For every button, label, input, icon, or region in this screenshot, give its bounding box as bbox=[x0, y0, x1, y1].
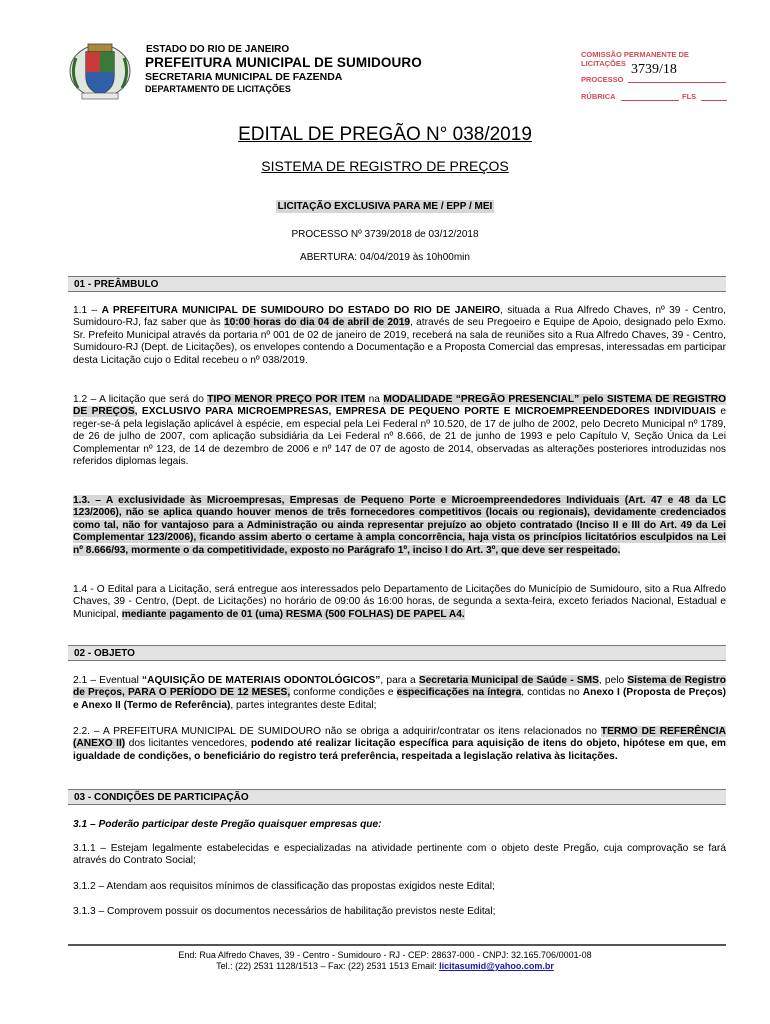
paragraph-3-1-1: 3.1.1 – Estejam legalmente estabelecidas e especializadas na atividade pertinente com o objeto deste Pregão, cuja comprovação se fará através do Contrato Social; bbox=[73, 843, 726, 867]
p21-d: Secretaria Municipal de Saúde - SMS bbox=[418, 675, 599, 686]
comissao-label-line2: LICITAÇÕES bbox=[581, 59, 626, 68]
p14-a: 1.4 - O Edital para a Licitação, será entregue aos interessados pelo Departamento de Licitações do Município de Sumidouro, sito a Rua Alfredo Chaves, 39 - Centro, (Dept. de Licitações) no horário de 09:00 ás 16:00 horas, de segunda a sexta-feira, exceto feriados Nacional, Estadual e Municipal, bbox=[73, 584, 726, 620]
p11-c: , situada a Rua Alfredo Chaves, nº 39 - Centro, Sumidouro-RJ, faz saber que às bbox=[73, 305, 726, 329]
p12-f: e reger-se-á pela legislação aplicável à espécie, em especial pela Lei Federal nº 10.520, de 17 de julho de 2002, pelo Decreto Municipal nº 1789, de 26 de julho de 2007, com aplicação subsidiária da Lei Federal nº 8.666, de 21 de junho de 1993 e pelo Capítulo V, Seção Única da Lei Complementar nº 123, de 14 de dezembro de 2006 e nº 147 de 07 de agosto de 2014, observadas as alterações posteriores introduzidas nos referidos diplomas legais. bbox=[73, 406, 726, 468]
processo-line bbox=[628, 82, 726, 83]
municipal-crest-icon bbox=[68, 38, 132, 102]
paragraph-1-3 bbox=[73, 495, 726, 557]
p21-f: Sistema de Registro de Preços, PARA O PERÍODO DE 12 MESES, bbox=[73, 675, 726, 699]
p21-b: “AQUISIÇÃO DE MATERIAIS ODONTOLÓGICOS” bbox=[142, 675, 381, 686]
p22-a: 2.2. – A PREFEITURA MUNICIPAL DE SUMIDOURO não se obriga a adquirir/contratar os itens relacionados no bbox=[73, 726, 601, 737]
p11-e: , através de seu Pregoeiro e Equipe de Apoio, designado pelo Exmo. Sr. Prefeito Municipal através da portaria nº 001 de 02 de janeiro de 2019, receberá na sala de reuniões sito a Rua Alfredo Chaves, 39 - Centro, Sumidouro-RJ (Dept. de Licitações), os envelopes contendo a Documentação e a Proposta Comercial das empresas, interessadas em participar desta Licitação cujo o Edital recebeu o nº 038/2019. bbox=[73, 317, 726, 366]
p13-text: 1.3. – A exclusividade às Microempresas, Empresas de Pequeno Porte e Microempreendedores Individuais (Art. 47 e 48 da LC 123/2006), não se aplica quando houver menos de três fornecedores competitivos (locais ou regionais), devidamente credenciados como tal, não for vantajoso para a Administração ou ainda representar prejuízo ao objeto contratado (Inciso II e III do Art. 49 da Lei Complementar 123/2006), ficando assim aberto o certame à ampla concorrência, haja vista os princípios licitatórios esculpidos na Lei nº 8.666/93, mormente o da competitividade, exposto no Parágrafo 1º, inciso I do Art. 3º, que deve ser respeitado. bbox=[73, 495, 726, 556]
p12-d: MODALIDADE “PREGÃO PRESENCIAL” pelo SISTEMA DE REGISTRO DE PREÇOS bbox=[73, 394, 726, 418]
paragraph-1-2 bbox=[73, 394, 726, 468]
header-state: ESTADO DO RIO DE JANEIRO bbox=[146, 44, 290, 55]
paragraph-2-2 bbox=[73, 726, 726, 763]
p12-a: 1.2 – A licitação que será do bbox=[73, 394, 208, 405]
paragraph-1-1 bbox=[73, 305, 726, 367]
paragraph-3-1-2: 3.1.2 – Atendam aos requisitos mínimos de classificação das propostas exigidos neste Edital; bbox=[73, 881, 495, 892]
section-01-header: 01 - PREÂMBULO bbox=[68, 276, 726, 292]
p21-a: 2.1 – Eventual bbox=[73, 675, 143, 686]
p21-k: , partes integrantes deste Edital; bbox=[230, 699, 377, 711]
p21-j: Anexo I (Proposta de Preços) e Anexo II (Termo de Referência) bbox=[73, 687, 727, 711]
header-departamento: DEPARTAMENTO DE LICITAÇÕES bbox=[145, 84, 291, 94]
p12-e: , EXCLUSIVO PARA MICROEMPRESAS, EMPRESA DE PEQUENO PORTE E MICROEMPREENDEDORES INDIVIDUAIS bbox=[134, 406, 716, 418]
p21-h: especificações na íntegra bbox=[396, 687, 522, 699]
fls-label: FLS bbox=[682, 92, 697, 101]
exclusive-text: LICITAÇÃO EXCLUSIVA PARA ME / EPP / MEI bbox=[277, 201, 493, 212]
processo-label: PROCESSO bbox=[581, 75, 624, 84]
comissao-label-line1: COMISSÃO PERMANENTE DE bbox=[581, 50, 689, 59]
section-02-header: 02 - OBJETO bbox=[68, 645, 726, 661]
fls-line bbox=[701, 100, 727, 101]
p12-b: TIPO MENOR PREÇO POR ITEM bbox=[207, 394, 366, 405]
rubrica-label: RÚBRICA bbox=[581, 92, 616, 101]
footer-contact bbox=[0, 961, 770, 971]
paragraph-1-4 bbox=[73, 584, 726, 621]
p12-c: na bbox=[365, 394, 384, 405]
p22-d: podendo até realizar licitação específica para aquisição de itens do objeto, hipótese em que, em igualdade de condições, o beneficiário do registro terá preferência, respeitada a legislação relativa às licitações. bbox=[73, 738, 726, 762]
abertura-text: ABERTURA: 04/04/2019 às 10h00min bbox=[300, 252, 470, 263]
p21-c: , para a bbox=[380, 675, 419, 686]
p14-b: mediante pagamento de 01 (uma) RESMA (500 FOLHAS) DE PAPEL A4. bbox=[121, 608, 465, 620]
p11-a: 1.1 – bbox=[73, 305, 102, 316]
paragraph-2-1 bbox=[73, 675, 726, 712]
processo-line-text: PROCESSO Nº 3739/2018 de 03/12/2018 bbox=[291, 229, 479, 240]
processo-handwritten-number: 3739/18 bbox=[631, 62, 677, 77]
rubrica-line bbox=[621, 100, 679, 101]
p11-b: A PREFEITURA MUNICIPAL DE SUMIDOURO DO ESTADO DO RIO DE JANEIRO bbox=[101, 305, 500, 316]
exclusive-banner bbox=[0, 196, 770, 214]
header-prefeitura: PREFEITURA MUNICIPAL DE SUMIDOURO bbox=[145, 55, 422, 70]
header-secretaria: SECRETARIA MUNICIPAL DE FAZENDA bbox=[145, 71, 343, 83]
p22-c: dos licitantes vencedores, bbox=[125, 738, 251, 750]
footer-phone: Tel.: (22) 2531 1128/1513 – Fax: (22) 2531 1513 Email: bbox=[216, 961, 440, 971]
footer-address: End: Rua Alfredo Chaves, 39 - Centro - Sumidouro - RJ - CEP: 28637-000 - CNPJ: 32.165.706/0001-08 bbox=[178, 950, 592, 960]
p11-d: 10:00 horas do dia 04 de abril de 2019 bbox=[223, 317, 411, 329]
page-subtitle: SISTEMA DE REGISTRO DE PREÇOS bbox=[261, 158, 509, 174]
page-title: EDITAL DE PREGÃO N° 038/2019 bbox=[238, 124, 532, 145]
p21-e: , pelo bbox=[598, 675, 628, 686]
section-03-header: 03 - CONDIÇÕES DE PARTICIPAÇÃO bbox=[68, 789, 726, 805]
p21-g: conforme condições e bbox=[290, 687, 397, 699]
p22-b: TERMO DE REFERÊNCIA (ANEXO II) bbox=[73, 726, 726, 750]
p21-i: , contidas no bbox=[521, 687, 583, 699]
paragraph-3-1-3: 3.1.3 – Comprovem possuir os documentos necessários de habilitação previstos neste Edital; bbox=[73, 906, 496, 917]
paragraph-3-1: 3.1 – Poderão participar deste Pregão quaisquer empresas que: bbox=[73, 819, 382, 830]
footer-email-link[interactable]: licitasumid@yahoo.com.br bbox=[439, 961, 554, 971]
footer-rule bbox=[68, 944, 726, 946]
